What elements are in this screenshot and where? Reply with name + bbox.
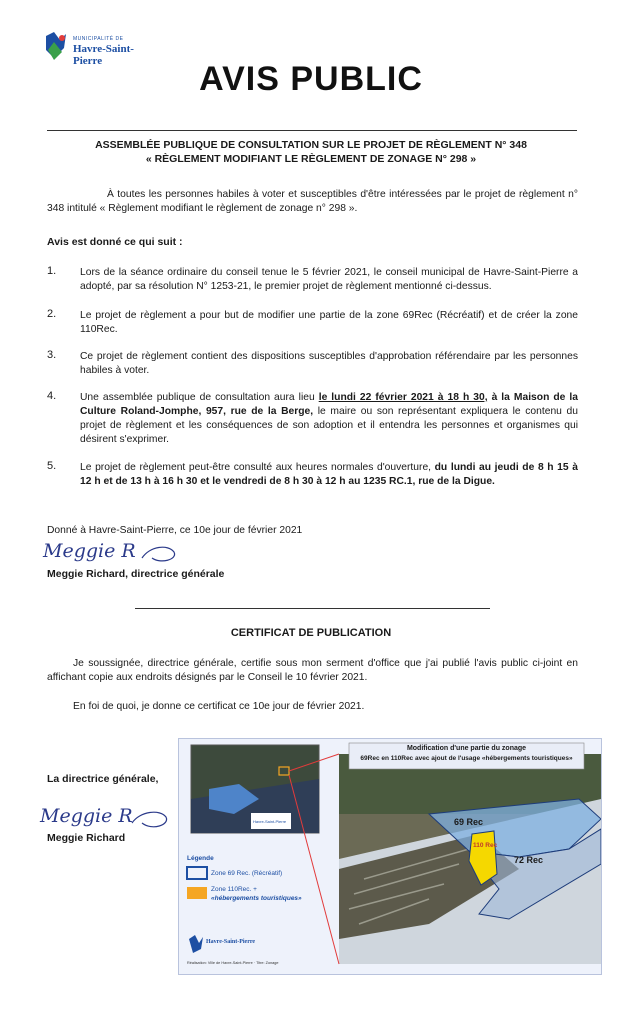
legend-swatch-69 [187, 867, 207, 879]
item-4-part-d: le maire ou son représentant expliquera le contenu du projet de règlement et les conséquences de son adoption et il entendra les personnes et organismes qui désirent s'exprimer. [80, 406, 578, 445]
item-5-number: 5. [47, 460, 57, 472]
map-logo-name: Havre-Saint-Pierre [206, 939, 256, 945]
logo-small-text: MUNICIPALITÉ DE [73, 36, 124, 42]
given-date: Donné à Havre-Saint-Pierre, ce 10e jour de février 2021 [47, 525, 303, 536]
legend-item-110-a: Zone 110Rec. + [211, 886, 257, 893]
avis-label: Avis est donné ce qui suit : [47, 236, 183, 248]
map-credit: Réalisation: Ville de Havre-Saint-Pierre · Titre: Zonage [187, 961, 279, 965]
certificate-title: CERTIFICAT DE PUBLICATION [230, 627, 392, 639]
map-title-1: Modification d'une partie du zonage [406, 745, 527, 752]
intro-paragraph: À toutes les personnes habiles à voter et susceptibles d'être intéressées par le projet de règlement n° 348 intitulé « Règlement modifiant le règlement de zonage n° 298 ». [47, 189, 578, 214]
heading-line-2: « RÈGLEMENT MODIFIANT LE RÈGLEMENT DE ZONAGE N° 298 » [145, 153, 477, 165]
item-1-text: Lors de la séance ordinaire du conseil tenue le 5 février 2021, le conseil municipal de Havre-Saint-Pierre a adopté, par sa résolution N° 1253-21, le premier projet de règlement mentionné ci-dessus. [80, 267, 578, 292]
item-4-date: le lundi 22 février 2021 à 18 h 30, [318, 392, 488, 403]
item-2-number: 2. [47, 308, 57, 320]
map-title-2: 69Rec en 110Rec avec ajout de l'usage «hébergements touristiques» [360, 755, 573, 762]
separator-rule [135, 608, 490, 609]
item-5-text [80, 461, 578, 489]
signature-1-loop-icon [140, 542, 180, 564]
zone-110-label: 110 Rec [473, 842, 498, 849]
signature-1: Meggie R [43, 540, 136, 562]
item-5-hours: du lundi au jeudi de 8 h 15 à 12 h et de 13 h à 16 h 30 et le vendredi de 8 h 30 à 12 h au 1235 RC.1, rue de la Digue. [80, 462, 578, 487]
zoning-map [178, 738, 602, 975]
certificate-paragraph-1: Je soussignée, directrice générale, certifie sous mon serment d'office que j'ai publié l'avis public ci-joint en affichant copie aux endroits désignés par le Conseil le 10 février 2021. [47, 658, 578, 683]
item-4-location: à la Maison de la Culture Roland-Jomphe, 957, rue de la Berge, [80, 392, 578, 417]
item-4-text [80, 391, 578, 447]
item-3-number: 3. [47, 349, 57, 361]
item-1-number: 1. [47, 265, 57, 277]
zone-69-label: 69 Rec [454, 817, 484, 827]
inset-label: Havre-Saint-Pierre [253, 819, 287, 824]
item-4-part-a: Une assemblée publique de consultation aura lieu [80, 392, 319, 403]
item-5-part-a: Le projet de règlement peut-être consulté aux heures normales d'ouverture, [80, 462, 435, 473]
item-3-text: Ce projet de règlement contient des dispositions susceptibles d'approbation référendaire par les personnes habiles à voter. [80, 351, 578, 376]
municipality-logo [40, 30, 150, 67]
signer-name: Meggie Richard, directrice générale [47, 568, 225, 580]
legend-item-110-b: «hébergements touristiques» [211, 895, 302, 902]
zone-72-label: 72 Rec [514, 855, 544, 865]
logo-name: Havre-Saint-Pierre [73, 43, 134, 67]
item-2-text: Le projet de règlement a pour but de modifier une partie de la zone 69Rec (Récréatif) et de créer la zone 110Rec. [80, 310, 578, 335]
heading-rule [47, 130, 577, 131]
heading-line-1: ASSEMBLÉE PUBLIQUE DE CONSULTATION SUR LE PROJET DE RÈGLEMENT N° 348 [95, 139, 527, 151]
item-4-number: 4. [47, 390, 57, 402]
certificate-role: La directrice générale, [47, 773, 159, 785]
certificate-signer-name: Meggie Richard [47, 832, 126, 844]
legend-item-69: Zone 69 Rec. (Récréatif) [211, 870, 283, 877]
page-title: AVIS PUBLIC [199, 60, 423, 98]
signature-2: Meggie R [40, 805, 133, 827]
certificate-paragraph-2: En foi de quoi, je donne ce certificat ce 10e jour de février 2021. [73, 701, 365, 712]
legend-swatch-110 [187, 887, 207, 899]
signature-2-loop-icon [130, 807, 174, 831]
legend-title: Légende [187, 855, 214, 862]
logo-mark-icon [40, 30, 70, 64]
